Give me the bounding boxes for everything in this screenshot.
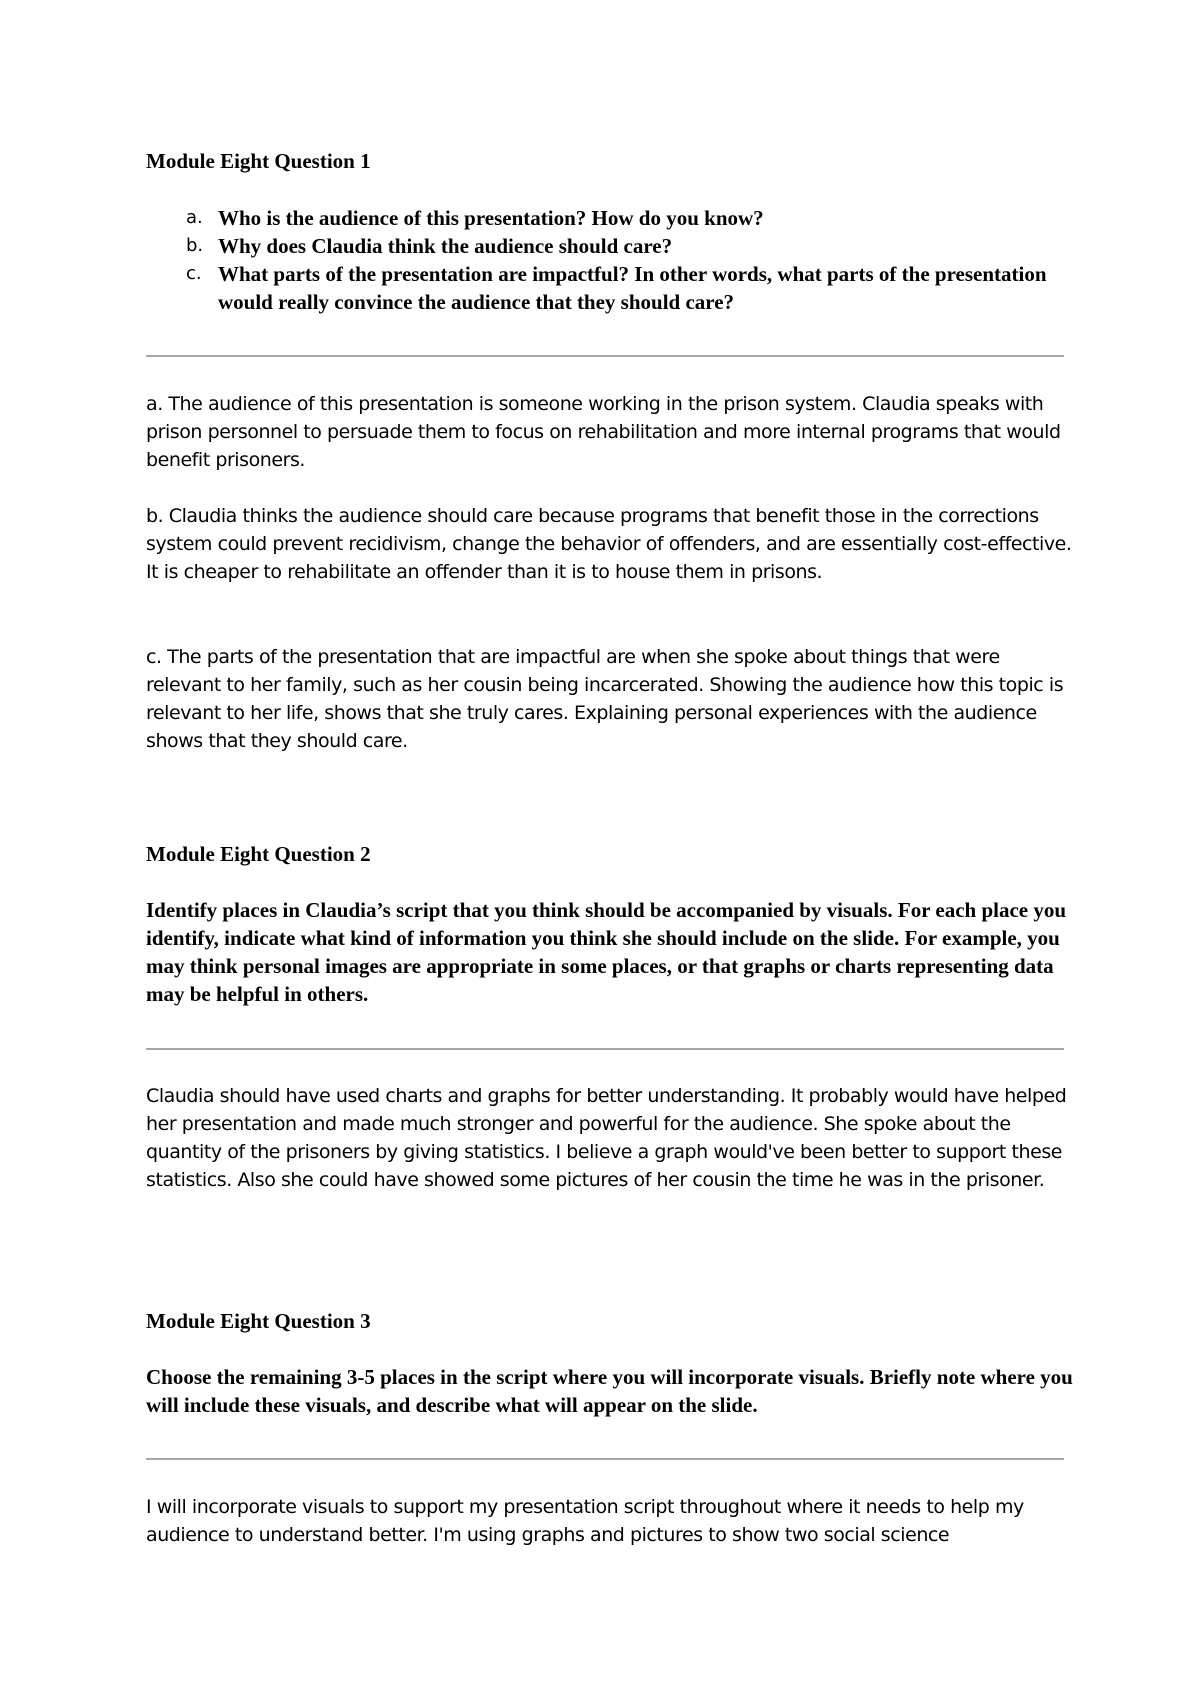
question-1-prompt-c	[146, 260, 1066, 316]
list-marker: a.	[186, 207, 203, 228]
question-1-answer-b: b. Claudia thinks the audience should care because programs that benefit those in the corrections system could prevent recidivism, change the behavior of offenders, and are essentially cost-effective. It is cheaper to rehabilitate an offender than it is to house them in prisons.	[146, 505, 1072, 583]
prompt-text: Why does Claudia think the audience should care?	[218, 234, 673, 258]
question-2-prompt: Identify places in Claudia’s script that you think should be accompanied by visuals. For each place you identify, indicate what kind of information you think she should include on the slide. For example, you may think personal images are appropriate in some places, or that graphs or charts representing data may be helpful in others.	[146, 898, 1067, 1006]
question-2-heading: Module Eight Question 2	[146, 842, 371, 866]
horizontal-divider	[146, 355, 1064, 357]
horizontal-divider	[146, 1048, 1064, 1050]
question-1-prompt-b	[146, 232, 1066, 260]
question-2-answer: Claudia should have used charts and graphs for better understanding. It probably would have helped her presentation and made much stronger and powerful for the audience. She spoke about the quantity of the prisoners by giving statistics. I believe a graph would've been better to support these statistics. Also she could have showed some pictures of her cousin the time he was in the prisoner.	[146, 1085, 1067, 1191]
question-1-prompt-a	[146, 204, 1066, 232]
question-3-answer: I will incorporate visuals to support my presentation script throughout where it needs to help my audience to understand better. I'm using graphs and pictures to show two social science	[146, 1496, 1024, 1546]
question-1-heading: Module Eight Question 1	[146, 149, 371, 173]
question-1-answer-c: c. The parts of the presentation that are impactful are when she spoke about things that were relevant to her family, such as her cousin being incarcerated. Showing the audience how this topic is relevant to her life, shows that she truly cares. Explaining personal experiences with the audience shows that they should care.	[146, 646, 1064, 752]
question-1-answer-a: a. The audience of this presentation is someone working in the prison system. Claudia speaks with prison personnel to persuade them to focus on rehabilitation and more internal programs that would benefit prisoners.	[146, 393, 1061, 471]
horizontal-divider	[146, 1458, 1064, 1460]
prompt-text: Who is the audience of this presentation? How do you know?	[218, 206, 764, 230]
prompt-text: What parts of the presentation are impactful? In other words, what parts of the presentation would really convince the audience that they should care?	[218, 262, 1047, 314]
list-marker: b.	[186, 235, 204, 256]
question-1-prompt-list	[146, 204, 1066, 316]
question-3-prompt: Choose the remaining 3-5 places in the script where you will incorporate visuals. Briefly note where you will include these visuals, and describe what will appear on the slide.	[146, 1365, 1073, 1417]
list-marker: c.	[186, 263, 202, 284]
question-3-heading: Module Eight Question 3	[146, 1309, 371, 1333]
